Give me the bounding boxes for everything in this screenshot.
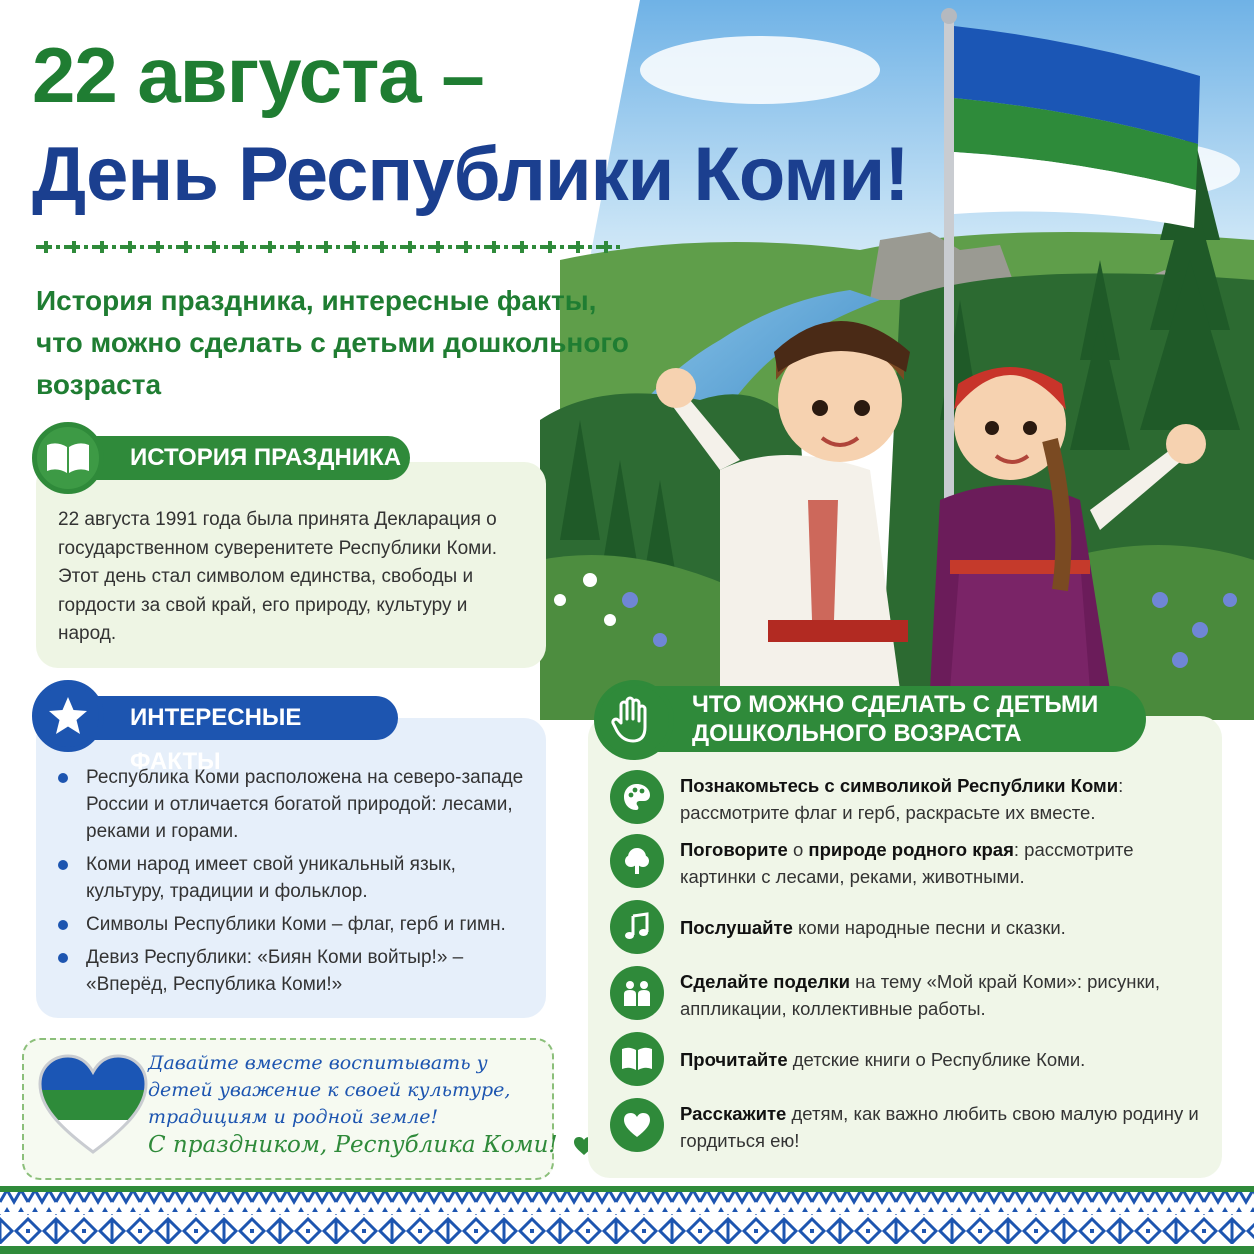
ornament-border xyxy=(0,1186,1254,1254)
page-subtitle: История праздника, интересные факты, что можно сделать с детьми дошкольного возраста xyxy=(36,285,629,400)
bullet-icon xyxy=(58,860,68,870)
tree-icon xyxy=(610,834,664,888)
page-title-date: 22 августа – xyxy=(32,31,484,119)
list-item: Коми народ имеет свой уникальный язык, культуру, традиции и фольклор. xyxy=(56,851,536,905)
history-heading: ИСТОРИЯ ПРАЗДНИКА xyxy=(38,436,410,480)
page-title: День Республики Коми! xyxy=(32,132,909,217)
book-icon xyxy=(610,1032,664,1086)
heart-icon xyxy=(610,1098,664,1152)
music-note-icon xyxy=(610,900,664,954)
bullet-icon xyxy=(58,920,68,930)
palette-icon xyxy=(610,770,664,824)
note-greeting: С праздником, Республика Коми! xyxy=(148,1130,595,1160)
star-icon xyxy=(32,680,104,752)
activities-heading: ЧТО МОЖНО СДЕЛАТЬ С ДЕТЬМИ ДОШКОЛЬНОГО ВОЗРАСТА xyxy=(600,686,1146,752)
children-icon xyxy=(610,966,664,1020)
list-item: Республика Коми расположена на северо-западе России и отличается богатой природой: лесами, реками и горами. xyxy=(56,764,536,845)
facts-list xyxy=(56,764,536,1004)
note-text: Давайте вместе воспитывать у детей уважение к своей культуре, традициям и родной земле! xyxy=(148,1052,511,1128)
list-item: Символы Республики Коми – флаг, герб и гимн. xyxy=(56,911,536,938)
history-text: 22 августа 1991 года была принята Декларация о государственном суверенитете Республики Коми. Этот день стал символом единства, свободы и гордости за свой край, его природу, культуру и народ. xyxy=(58,509,498,644)
open-book-icon xyxy=(32,422,104,494)
ornament-divider xyxy=(36,236,626,258)
list-item: Девиз Республики: «Биян Коми войтыр!» – «Вперёд, Республика Коми!» xyxy=(56,944,536,998)
bullet-icon xyxy=(58,773,68,783)
facts-heading: ИНТЕРЕСНЫЕ ФАКТЫ xyxy=(38,696,398,740)
hand-icon xyxy=(594,680,674,760)
flag-heart-icon xyxy=(38,1054,148,1158)
bullet-icon xyxy=(58,953,68,963)
